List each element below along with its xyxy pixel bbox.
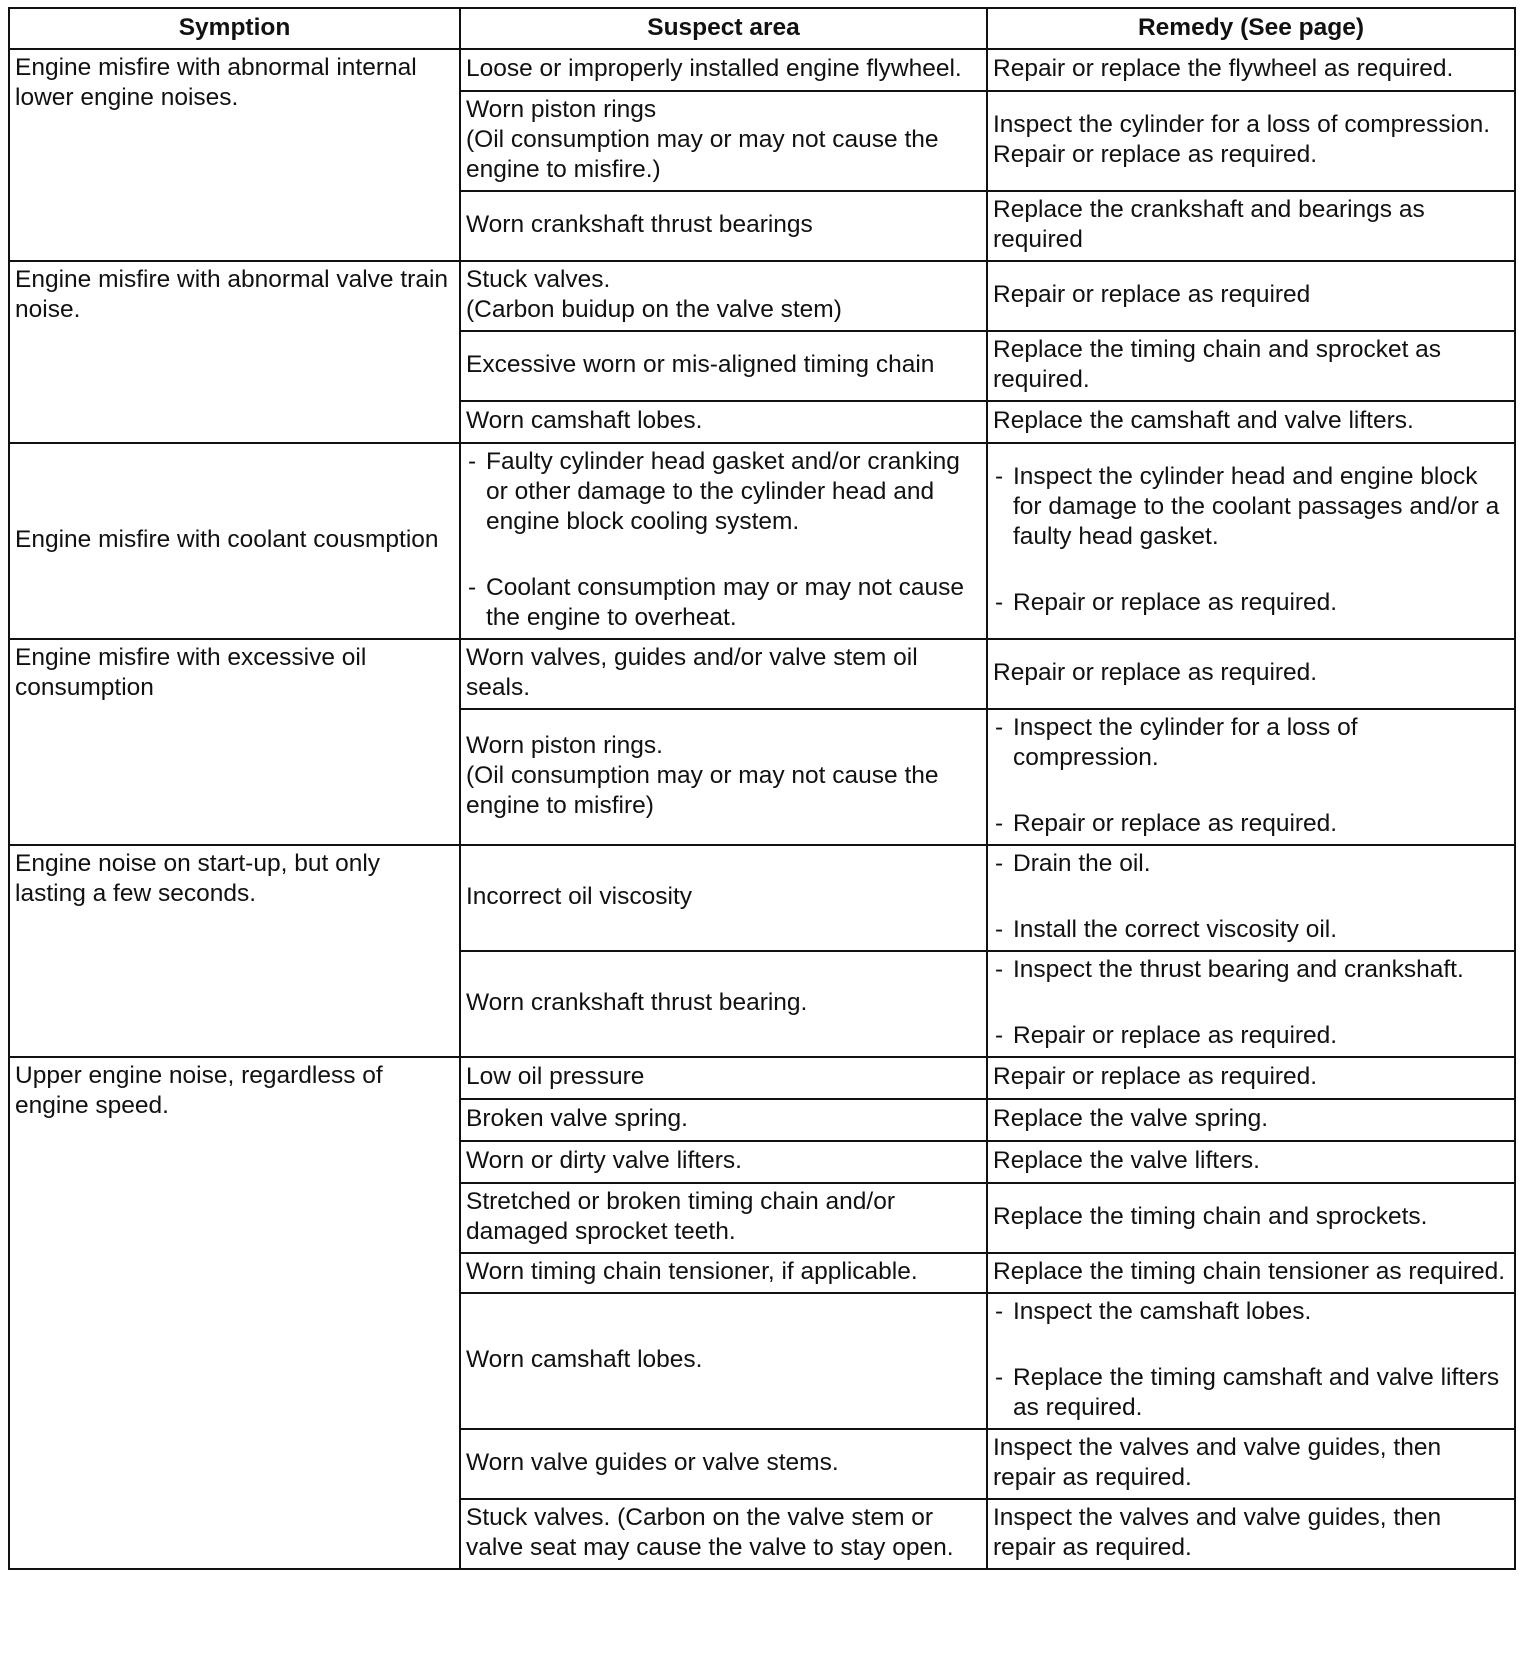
list-item: - Replace the timing camshaft and valve lifters as required. [993,1363,1509,1423]
remedy-bullet-list [993,462,1509,618]
header-suspect-area: Suspect area [460,8,987,49]
list-item: - Drain the oil. [993,849,1509,879]
remedy-cell: Repair or replace the flywheel as required. [987,49,1515,91]
list-item: - Inspect the cylinder head and engine block for damage to the coolant passages and/or a faulty head gasket. [993,462,1509,552]
header-remedy: Remedy (See page) [987,8,1515,49]
symptom-cell: Engine misfire with coolant cousmption [9,443,460,639]
symptom-cell: Engine misfire with abnormal valve train noise. [9,261,460,443]
diagnosis-table-wrapper [8,7,1514,1570]
list-item: - Coolant consumption may or may not cause the engine to overheat. [466,573,981,633]
remedy-cell: Replace the camshaft and valve lifters. [987,401,1515,443]
suspect-cell: Excessive worn or mis-aligned timing chain [460,331,987,401]
remedy-cell: Replace the crankshaft and bearings as required [987,191,1515,261]
remedy-cell [987,845,1515,951]
suspect-cell: Incorrect oil viscosity [460,845,987,951]
remedy-bullet-list [993,1297,1509,1423]
remedy-cell: Replace the timing chain and sprocket as required. [987,331,1515,401]
list-item: - Faulty cylinder head gasket and/or cranking or other damage to the cylinder head and engine block cooling system. [466,447,981,537]
suspect-cell: Broken valve spring. [460,1099,987,1141]
list-item: - Install the correct viscosity oil. [993,915,1509,945]
suspect-cell: Stuck valves. (Carbon buidup on the valve stem) [460,261,987,331]
remedy-cell: Inspect the valves and valve guides, then repair as required. [987,1429,1515,1499]
symptom-cell: Engine misfire with excessive oil consumption [9,639,460,845]
suspect-cell: Loose or improperly installed engine flywheel. [460,49,987,91]
remedy-cell [987,951,1515,1057]
remedy-cell: Replace the valve lifters. [987,1141,1515,1183]
remedy-bullet-list [993,955,1509,1051]
remedy-cell: Inspect the valves and valve guides, then repair as required. [987,1499,1515,1569]
remedy-cell [987,1293,1515,1429]
list-item: - Inspect the thrust bearing and crankshaft. [993,955,1509,985]
symptom-cell: Engine noise on start-up, but only lasting a few seconds. [9,845,460,1057]
suspect-cell: Stuck valves. (Carbon on the valve stem or valve seat may cause the valve to stay open. [460,1499,987,1569]
remedy-cell: Replace the timing chain and sprockets. [987,1183,1515,1253]
suspect-cell: Worn timing chain tensioner, if applicable. [460,1253,987,1293]
table-row [9,261,1515,331]
list-item: - Repair or replace as required. [993,588,1509,618]
table-row [9,845,1515,951]
suspect-cell: Worn crankshaft thrust bearings [460,191,987,261]
symptom-cell: Engine misfire with abnormal internal lower engine noises. [9,49,460,261]
symptom-cell: Upper engine noise, regardless of engine speed. [9,1057,460,1569]
remedy-bullet-list [993,713,1509,839]
suspect-cell: Worn or dirty valve lifters. [460,1141,987,1183]
remedy-cell: Replace the valve spring. [987,1099,1515,1141]
suspect-bullet-list [466,447,981,633]
suspect-cell: Worn valves, guides and/or valve stem oil seals. [460,639,987,709]
table-row [9,639,1515,709]
remedy-cell: Repair or replace as required. [987,1057,1515,1099]
table-row [9,49,1515,91]
suspect-cell: Worn camshaft lobes. [460,401,987,443]
suspect-cell: Worn valve guides or valve stems. [460,1429,987,1499]
suspect-cell: Worn piston rings (Oil consumption may or may not cause the engine to misfire.) [460,91,987,191]
suspect-cell: Worn crankshaft thrust bearing. [460,951,987,1057]
header-row [9,8,1515,49]
remedy-cell [987,709,1515,845]
suspect-cell: Low oil pressure [460,1057,987,1099]
suspect-cell: Worn piston rings. (Oil consumption may or may not cause the engine to misfire) [460,709,987,845]
list-item: - Inspect the cylinder for a loss of compression. [993,713,1509,773]
remedy-cell [987,443,1515,639]
list-item: - Repair or replace as required. [993,809,1509,839]
remedy-bullet-list [993,849,1509,945]
suspect-cell [460,443,987,639]
remedy-cell: Repair or replace as required [987,261,1515,331]
remedy-cell: Inspect the cylinder for a loss of compression. Repair or replace as required. [987,91,1515,191]
header-symptom: Symption [9,8,460,49]
table-row [9,1057,1515,1099]
diagnosis-table [8,7,1516,1570]
list-item: - Repair or replace as required. [993,1021,1509,1051]
suspect-cell: Stretched or broken timing chain and/or damaged sprocket teeth. [460,1183,987,1253]
remedy-cell: Repair or replace as required. [987,639,1515,709]
table-row [9,443,1515,639]
remedy-cell: Replace the timing chain tensioner as required. [987,1253,1515,1293]
suspect-cell: Worn camshaft lobes. [460,1293,987,1429]
list-item: - Inspect the camshaft lobes. [993,1297,1509,1327]
